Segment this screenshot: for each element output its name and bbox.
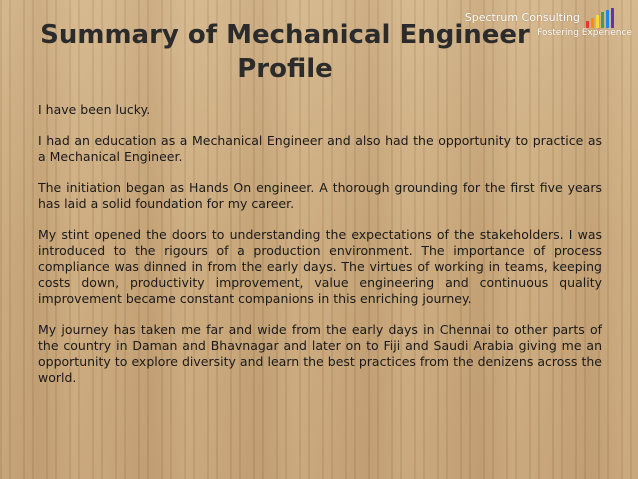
slide-title: Summary of Mechanical Engineer Profile	[40, 20, 530, 84]
logo-bar	[606, 10, 609, 28]
paragraph: My journey has taken me far and wide from the early days in Chennai to other parts of the country in Daman and Bhavnagar and later on to Fiji and Saudi Arabia giving me an opportunity to explore diversity and learn the best practices from the denizens across the world.	[38, 322, 602, 385]
slide-body	[38, 102, 602, 401]
logo-bar	[596, 15, 599, 28]
logo-bar	[586, 21, 589, 28]
brand-name: Spectrum Consulting	[464, 11, 580, 24]
paragraph: I had an education as a Mechanical Engineer and also had the opportunity to practice as a Mechanical Engineer.	[38, 133, 602, 164]
paragraph: The initiation began as Hands On engineer. A thorough grounding for the first five years has laid a solid foundation for my career.	[38, 180, 602, 211]
paragraph: My stint opened the doors to understanding the expectations of the stakeholders. I was introduced to the rigours of a production environment. The importance of process compliance was dinned in from the early days. The virtues of working in teams, keeping costs down, productivity improvement, value engineering and continuous quality improvement became constant companions in this enriching journey.	[38, 227, 602, 306]
logo-bar	[591, 18, 594, 28]
logo-bar	[611, 8, 614, 28]
logo-bar	[601, 12, 604, 28]
brand-tagline: Fostering Experience	[537, 28, 632, 38]
spectrum-bars-logo-icon	[586, 8, 614, 28]
paragraph: I have been lucky.	[38, 102, 151, 117]
